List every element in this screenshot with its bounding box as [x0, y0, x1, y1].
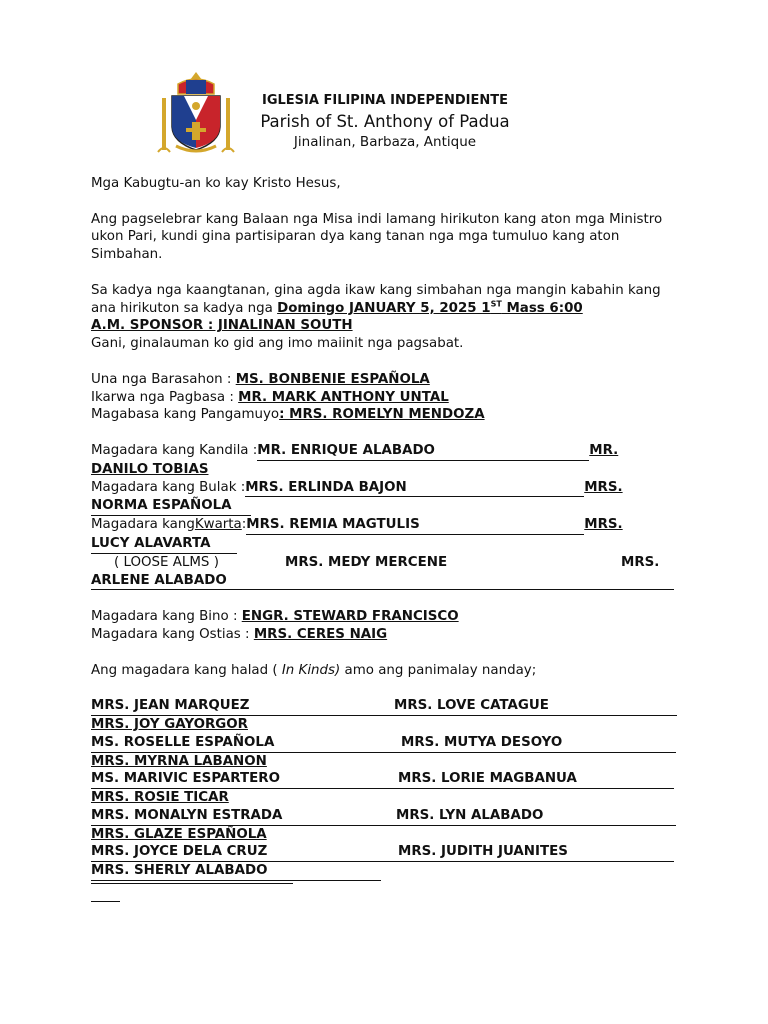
parish-name: Parish of St. Anthony of Padua: [260, 112, 510, 131]
inkind-name: MRS. ROSIE TICAR: [91, 790, 229, 806]
offering-row: Magadara kang Ostias : MRS. CERES NAIG: [91, 626, 388, 642]
inkind-name: MRS. JOY GAYORGOR: [91, 716, 248, 732]
flower-bearers-row: Magadara kang Bulak : MRS. ERLINDA BAJON MRS.: [91, 479, 681, 498]
reader-row: Magabasa kang Pangamuyo: MRS. ROMELYN MENDOZA: [91, 407, 485, 423]
short-line: [91, 901, 120, 902]
church-name: IGLESIA FILIPINA INDEPENDIENTE: [262, 93, 508, 108]
closing-line: Gani, ginalauman ko gid ang imo maiinit nga pagsabat.: [91, 336, 464, 352]
inkind-intro: Ang magadara kang halad ( In Kinds) amo ang panimalay nanday;: [91, 662, 537, 678]
inkind-pair-row: MRS. JEAN MARQUEZ MRS. LOVE CATAGUE: [91, 697, 681, 716]
inkind-name: MRS. MYRNA LABANON: [91, 753, 267, 769]
offering-row: Magadara kang Bino : ENGR. STEWARD FRANCISCO: [91, 609, 459, 625]
sponsor-line: A.M. SPONSOR : JINALINAN SOUTH: [91, 318, 353, 334]
inkind-pair-row: MS. MARIVIC ESPARTERO MRS. LORIE MAGBANUA: [91, 770, 681, 789]
inkind-name: MRS. GLAZE ESPAÑOLA: [91, 826, 267, 842]
paragraph-2: [91, 282, 681, 335]
money-bearer-2: LUCY ALAVARTA: [91, 535, 681, 554]
paragraph-1: Ang pagselebrar kang Balaan nga Misa indi lamang hirikuton kang aton mga Ministro ukon Pari, kundi gina partisiparan dya kang tanan nga mga tumuluo kang aton Simbahan.: [91, 211, 663, 263]
inkind-pair-row: MS. ROSELLE ESPAÑOLA MRS. MUTYA DESOYO: [91, 734, 681, 753]
flower-bearer-2: NORMA ESPAÑOLA: [91, 497, 681, 516]
greeting: Mga Kabugtu-an ko kay Kristo Hesus,: [91, 176, 341, 191]
inkind-name: MRS. SHERLY ALABADO: [91, 862, 681, 881]
loose-alms-bearer-2: ARLENE ALABADO: [91, 572, 681, 591]
mass-date: Domingo JANUARY 5, 2025 1ST Mass 6:00: [277, 299, 583, 316]
reader-row: Ikarwa nga Pagbasa : MR. MARK ANTHONY UNTAL: [91, 389, 449, 405]
invitation-text: Sa kadya nga kaangtanan, gina agda ikaw kang simbahan nga mangin kabahin kang ana hirikuton sa kadya nga: [91, 282, 661, 316]
parish-seal-logo: [156, 70, 236, 154]
reader-row: Una nga Barasahon : MS. BONBENIE ESPAÑOLA: [91, 371, 430, 387]
candle-bearer-2: DANILO TOBIAS: [91, 461, 209, 477]
inkind-pair-row: MRS. MONALYN ESTRADA MRS. LYN ALABADO: [91, 807, 681, 826]
candle-bearers-row: Magadara kang Kandila : MR. ENRIQUE ALABADO MR.: [91, 442, 681, 461]
signature-line: [91, 883, 293, 884]
loose-alms-row: ( LOOSE ALMS ) MRS. MEDY MERCENE MRS.: [114, 554, 660, 570]
money-bearers-row: Magadara kang Kwarta : MRS. REMIA MAGTULIS MRS.: [91, 516, 681, 535]
inkind-pair-row: MRS. JOYCE DELA CRUZ MRS. JUDITH JUANITES: [91, 843, 681, 862]
letter-body: [91, 175, 681, 881]
parish-location: Jinalinan, Barbaza, Antique: [293, 134, 477, 150]
